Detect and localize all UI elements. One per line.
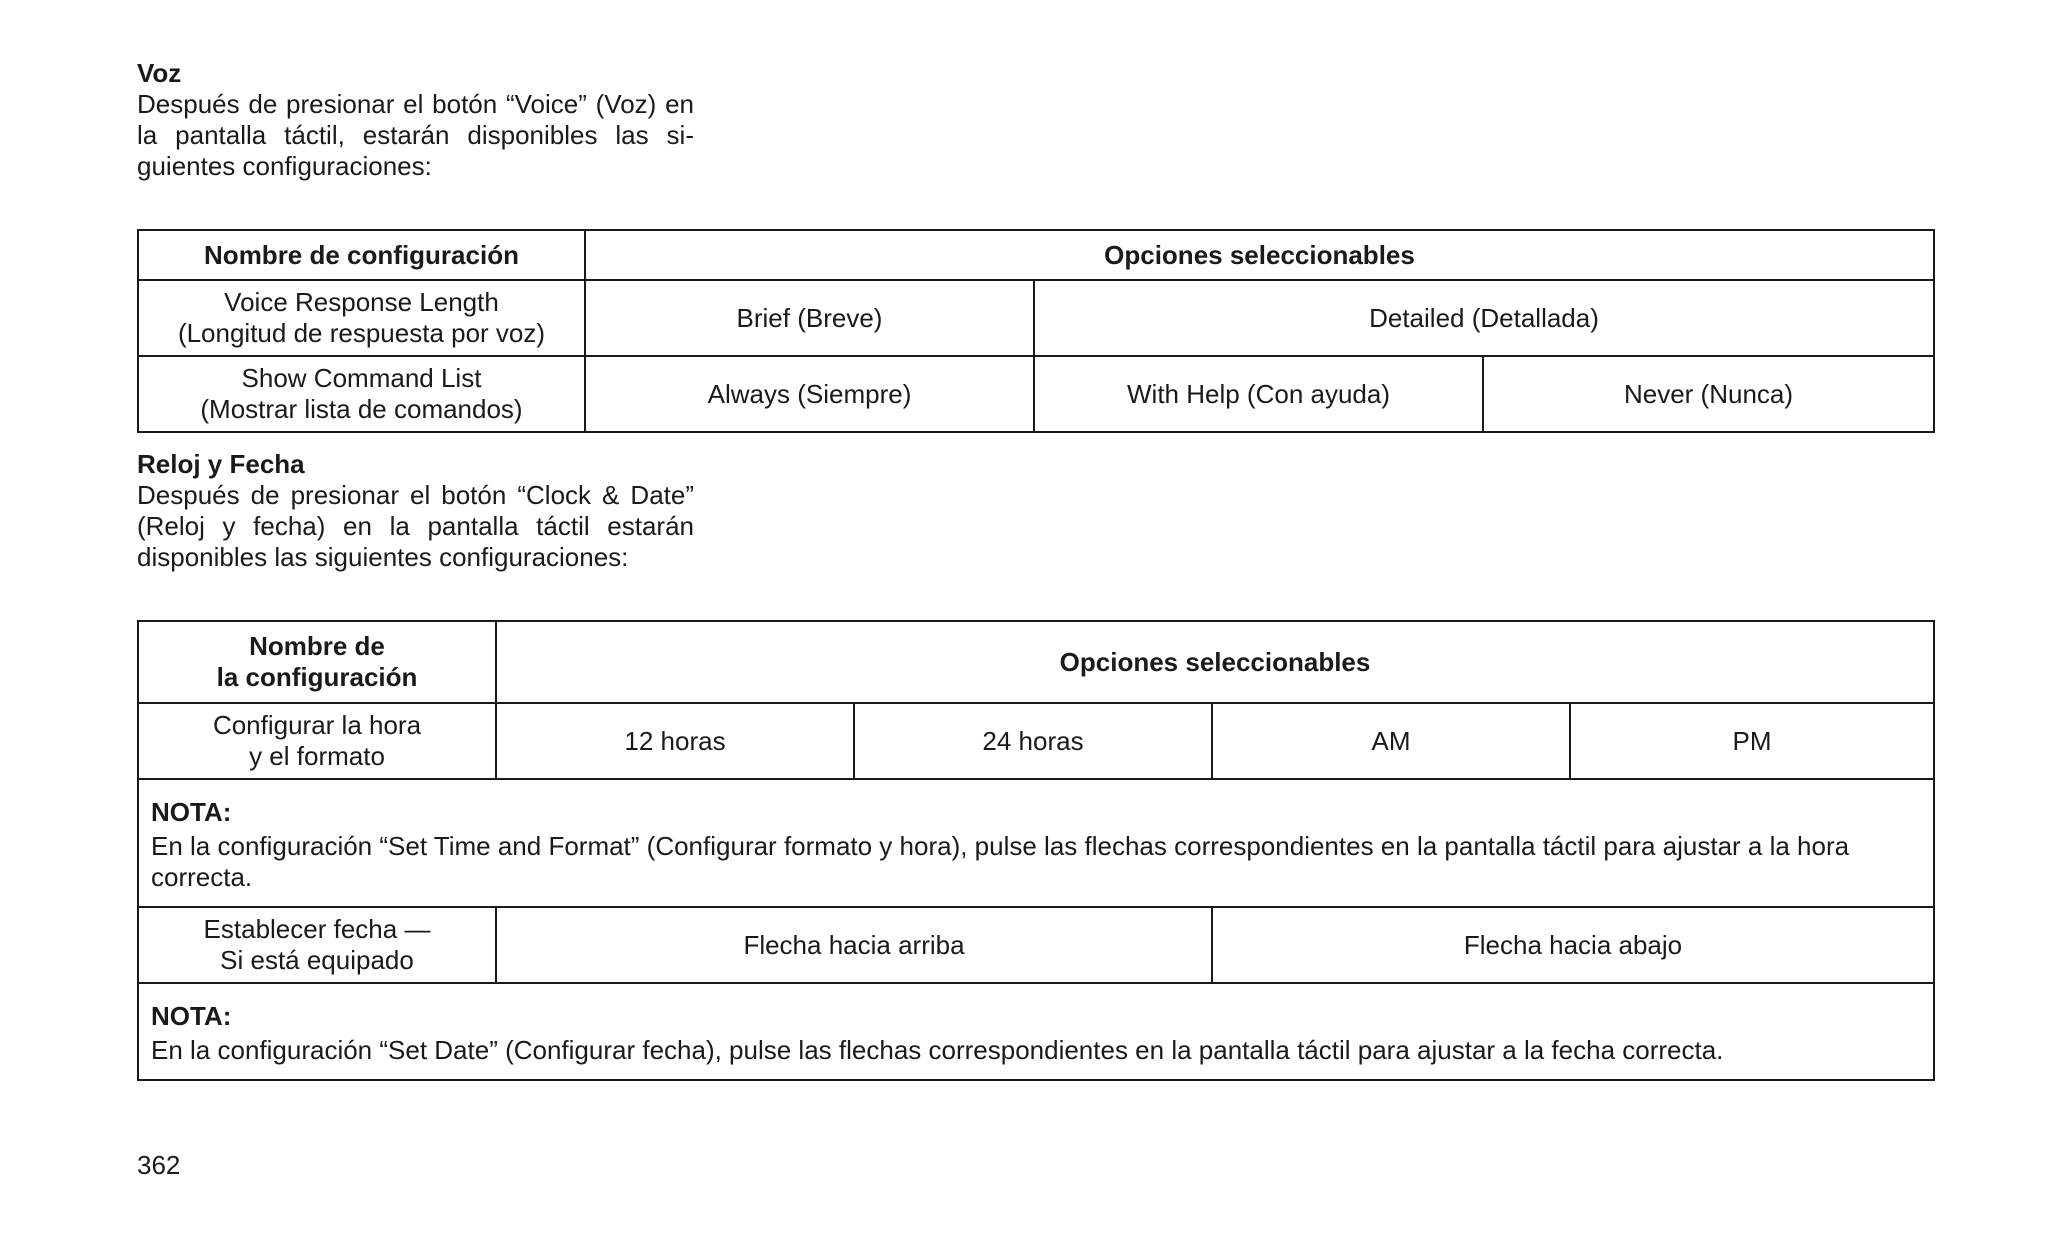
reloj-paragraph-line: disponibles las siguientes configuraciones: xyxy=(137,542,629,572)
note-body: En la configuración “Set Date” (Configurar fecha), pulse las flechas correspondientes en la pantalla táctil para ajustar a la fecha correcta. xyxy=(151,1035,1724,1065)
reloj-section xyxy=(137,449,694,573)
page-number: 362 xyxy=(137,1150,181,1180)
setting-name-line: y el formato xyxy=(249,741,385,771)
note-body: En la configuración “Set Time and Format” (Configurar formato y hora), pulse las flechas correspondientes en la pantalla táctil para ajustar a la hora correcta. xyxy=(151,831,1850,892)
table-header-row xyxy=(138,230,1934,280)
note-cell xyxy=(138,779,1934,907)
note-row xyxy=(138,983,1934,1080)
reloj-heading: Reloj y Fecha xyxy=(137,449,305,479)
table-row xyxy=(138,280,1934,356)
table-row xyxy=(138,907,1934,983)
option-cell: AM xyxy=(1212,703,1570,779)
header-setting-name: Nombre de configuración xyxy=(138,230,585,280)
header-selectable-options: Opciones seleccionables xyxy=(585,230,1934,280)
voz-heading: Voz xyxy=(137,58,182,88)
voz-paragraph xyxy=(137,89,694,182)
note-row xyxy=(138,779,1934,907)
voz-paragraph-line: guientes configuraciones: xyxy=(137,151,432,181)
header-setting-name-line: la configuración xyxy=(216,662,418,692)
header-setting-name-line: Nombre de xyxy=(249,631,385,661)
voz-section xyxy=(137,58,694,182)
clock-date-settings-table xyxy=(137,620,1935,1081)
setting-name-line: Voice Response Length xyxy=(224,287,499,317)
option-cell: Flecha hacia arriba xyxy=(496,907,1212,983)
reloj-paragraph xyxy=(137,480,694,573)
option-cell: 12 horas xyxy=(496,703,854,779)
setting-name-line: (Mostrar lista de comandos) xyxy=(200,394,523,424)
note-title: NOTA: xyxy=(151,1001,232,1031)
option-cell: Brief (Breve) xyxy=(585,280,1034,356)
voz-paragraph-line: la pantalla táctil, estarán disponibles las si- xyxy=(137,120,694,150)
reloj-paragraph-line: Después de presionar el botón “Clock & Date” xyxy=(137,480,694,510)
header-selectable-options: Opciones seleccionables xyxy=(496,621,1934,703)
voice-settings-table xyxy=(137,229,1935,433)
setting-name-line: (Longitud de respuesta por voz) xyxy=(177,318,546,348)
option-cell: Always (Siempre) xyxy=(585,356,1034,432)
option-cell: With Help (Con ayuda) xyxy=(1034,356,1483,432)
setting-name-cell xyxy=(138,280,585,356)
setting-name-line: Show Command List xyxy=(241,363,482,393)
option-cell: Flecha hacia abajo xyxy=(1212,907,1934,983)
setting-name-cell xyxy=(138,356,585,432)
option-cell: Never (Nunca) xyxy=(1483,356,1934,432)
setting-name-line: Si está equipado xyxy=(220,945,414,975)
voz-paragraph-line: Después de presionar el botón “Voice” (Voz) en xyxy=(137,89,694,119)
table-header-row xyxy=(138,621,1934,703)
header-setting-name xyxy=(138,621,496,703)
option-cell: PM xyxy=(1570,703,1934,779)
reloj-paragraph-line: (Reloj y fecha) en la pantalla táctil estarán xyxy=(137,511,694,541)
table-row xyxy=(138,356,1934,432)
note-cell xyxy=(138,983,1934,1080)
option-cell: Detailed (Detallada) xyxy=(1034,280,1934,356)
setting-name-cell xyxy=(138,907,496,983)
setting-name-line: Establecer fecha — xyxy=(203,914,431,944)
setting-name-cell xyxy=(138,703,496,779)
note-title: NOTA: xyxy=(151,797,232,827)
setting-name-line: Configurar la hora xyxy=(212,710,422,740)
table-row xyxy=(138,703,1934,779)
option-cell: 24 horas xyxy=(854,703,1212,779)
